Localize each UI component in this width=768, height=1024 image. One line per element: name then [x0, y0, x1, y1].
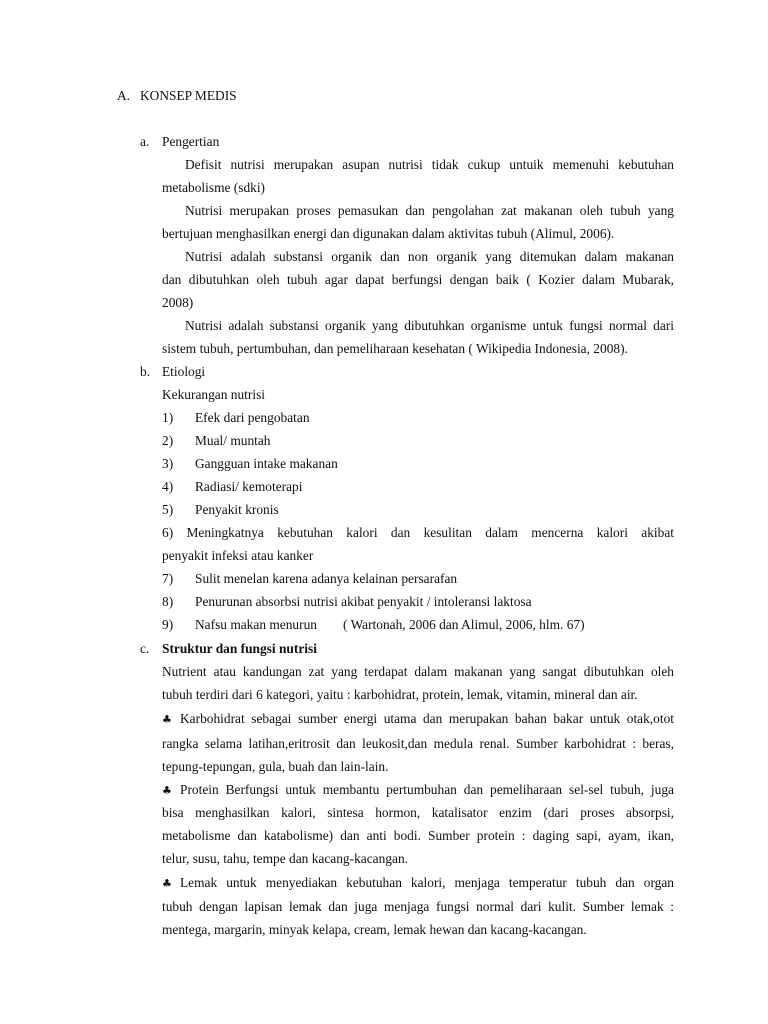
bullet-item-lemak	[162, 871, 674, 894]
club-bullet-icon: ♣	[162, 713, 172, 726]
list-item: 6) Meningkatnya kebutuhan kalori dan kesulitan dalam mencerna kalori akibat	[162, 525, 674, 540]
paragraph-line: telur, susu, tahu, tempe dan kacang-kacangan.	[162, 851, 408, 866]
list-item-number: 1)	[162, 410, 174, 425]
list-item: Mual/ muntah	[195, 433, 271, 448]
list-item: Efek dari pengobatan	[195, 410, 310, 425]
paragraph-line: mentega, margarin, minyak kelapa, cream, lemak hewan dan kacang-kacangan.	[162, 922, 587, 937]
sub-a-title: Pengertian	[162, 134, 220, 149]
paragraph-line: metabolisme (sdki)	[162, 180, 266, 195]
sub-c-marker: c.	[140, 641, 150, 656]
paragraph-line: Nutrisi merupakan proses pemasukan dan pengolahan zat makanan oleh tubuh yang	[185, 203, 674, 218]
sub-c-title: Struktur dan fungsi nutrisi	[162, 641, 317, 656]
list-item: Penyakit kronis	[195, 502, 279, 517]
list-item: Radiasi/ kemoterapi	[195, 479, 303, 494]
paragraph-line: metabolisme dan katabolisme) dan anti bodi. Sumber protein : daging sapi, ayam, ikan,	[162, 828, 674, 843]
etiologi-intro: Kekurangan nutrisi	[162, 387, 266, 402]
list-item-number: 3)	[162, 456, 174, 471]
paragraph-line: tepung-tepungan, gula, buah dan lain-lain.	[162, 759, 389, 774]
paragraph-line: tubuh dengan lapisan lemak dan juga menjaga fungsi normal dari kulit. Sumber lemak :	[162, 899, 674, 914]
section-title: KONSEP MEDIS	[140, 88, 237, 103]
citation: ( Wartonah, 2006 dan Alimul, 2006, hlm. 67)	[343, 617, 585, 632]
bullet-item-karbohidrat	[162, 707, 674, 730]
bullet-item-protein	[162, 778, 674, 801]
paragraph-line: tubuh terdiri dari 6 kategori, yaitu : karbohidrat, protein, lemak, vitamin, mineral dan air.	[162, 687, 638, 702]
list-item: Nafsu makan menurun	[195, 617, 317, 632]
bullet-text: Karbohidrat sebagai sumber energi utama dan merupakan bahan bakar untuk otak,otot	[180, 711, 674, 726]
paragraph-line: rangka selama latihan,eritrosit dan leukosit,dan medula renal. Sumber karbohidrat : beras,	[162, 736, 674, 751]
list-item: Penurunan absorbsi nutrisi akibat penyakit / intoleransi laktosa	[195, 594, 532, 609]
paragraph-line: 2008)	[162, 295, 194, 310]
club-bullet-icon: ♣	[162, 877, 172, 890]
list-item-number: 5)	[162, 502, 174, 517]
paragraph-line: bertujuan menghasilkan energi dan digunakan dalam aktivitas tubuh (Alimul, 2006).	[162, 226, 615, 241]
sub-a-marker: a.	[140, 134, 150, 149]
list-item-continuation: penyakit infeksi atau kanker	[162, 548, 314, 563]
list-item-number: 9)	[162, 617, 174, 632]
bullet-text: Lemak untuk menyediakan kebutuhan kalori, menjaga temperatur tubuh dan organ	[180, 875, 674, 890]
section-marker: A.	[117, 88, 131, 103]
list-item-number: 8)	[162, 594, 174, 609]
list-item: Gangguan intake makanan	[195, 456, 338, 471]
paragraph-line: sistem tubuh, pertumbuhan, dan pemeliharaan kesehatan ( Wikipedia Indonesia, 2008).	[162, 341, 628, 356]
paragraph-line: Nutrisi adalah substansi organik yang dibutuhkan organisme untuk fungsi normal dari	[185, 318, 674, 333]
paragraph-line: bisa menghasilkan kalori, sintesa hormon, katalisator enzim (dari proses absorpsi,	[162, 805, 674, 820]
list-item-number: 2)	[162, 433, 174, 448]
paragraph-line: dan dibutuhkan oleh tubuh agar dapat berfungsi dengan baik ( Kozier dalam Mubarak,	[162, 272, 674, 287]
bullet-text: Protein Berfungsi untuk membantu pertumbuhan dan pemeliharaan sel-sel tubuh, juga	[180, 782, 674, 797]
club-bullet-icon: ♣	[162, 784, 172, 797]
paragraph-line: Nutrient atau kandungan zat yang terdapat dalam makanan yang sangat dibutuhkan oleh	[162, 664, 674, 679]
list-item-number: 7)	[162, 571, 174, 586]
list-item-number: 4)	[162, 479, 174, 494]
paragraph-line: Defisit nutrisi merupakan asupan nutrisi tidak cukup untuik memenuhi kebutuhan	[185, 157, 674, 172]
list-item: Sulit menelan karena adanya kelainan persarafan	[195, 571, 458, 586]
paragraph-line: Nutrisi adalah substansi organik dan non organik yang ditemukan dalam makanan	[185, 249, 674, 264]
sub-b-title: Etiologi	[162, 364, 206, 379]
sub-b-marker: b.	[140, 364, 151, 379]
